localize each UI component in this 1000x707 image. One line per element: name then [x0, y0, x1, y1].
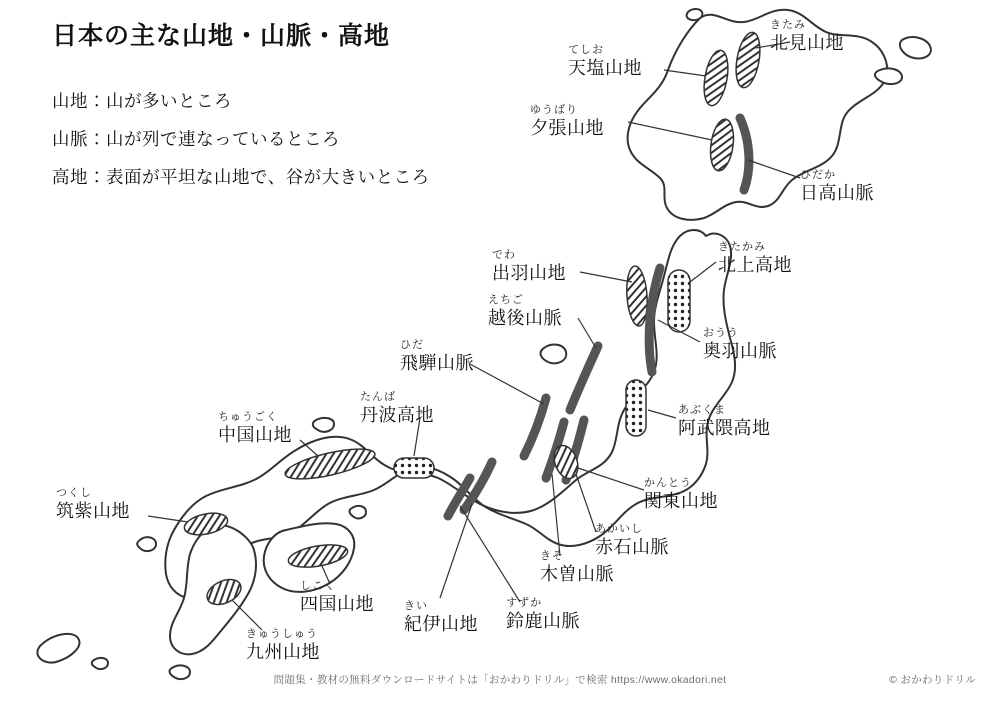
symbol-hida — [524, 398, 546, 456]
hokkaido-islet-2 — [900, 37, 931, 58]
map-label-ruby-shikoku: しこく — [300, 580, 336, 592]
map-label-ruby-kii: きい — [404, 600, 428, 612]
map-label-name-abukuma: 阿武隈高地 — [678, 418, 771, 438]
map-label-ruby-chugoku: ちゅうごく — [218, 411, 278, 423]
legend-line-kochi: 高地：表面が平坦な山地で、谷が大きいところ — [52, 167, 430, 187]
island-tsushima — [137, 537, 156, 551]
map-label-ruby-hidaka: ひだか — [800, 169, 836, 181]
map-label-ou — [703, 328, 777, 360]
map-label-name-echigo: 越後山脈 — [488, 308, 562, 328]
map-label-name-suzuka: 鈴鹿山脈 — [506, 611, 580, 631]
map-label-ruby-kitami: きたみ — [770, 19, 806, 31]
map-label-hidaka — [800, 170, 874, 202]
map-label-name-tsukushi: 筑紫山地 — [56, 501, 130, 521]
symbol-tanba — [394, 458, 434, 478]
map-label-ruby-dewa: でわ — [492, 249, 516, 261]
map-label-name-akaishi: 赤石山脈 — [595, 537, 669, 557]
map-label-ruby-tanba: たんば — [360, 391, 396, 403]
map-label-teshio — [568, 45, 642, 77]
map-label-ruby-kitakami: きたかみ — [718, 241, 766, 253]
map-label-name-kitakami: 北上高地 — [718, 255, 792, 275]
map-label-kanto — [644, 478, 718, 510]
island-sado — [541, 345, 567, 364]
hokkaido-islet-1 — [687, 9, 703, 20]
map-label-tanba — [360, 392, 434, 424]
island-okinawa-1 — [37, 634, 79, 663]
map-outline-group — [37, 9, 930, 679]
map-label-ruby-suzuka: すずか — [506, 597, 543, 609]
map-label-kitami — [770, 20, 844, 52]
map-label-name-kitami: 北見山地 — [770, 33, 844, 53]
map-label-kyushu — [246, 629, 320, 661]
page-title: 日本の主な山地・山脈・高地 — [52, 22, 391, 50]
map-label-abukuma — [678, 405, 771, 437]
map-label-hida — [400, 340, 474, 372]
map-label-ruby-yubari: ゆうばり — [530, 104, 578, 116]
map-label-name-ou: 奥羽山脈 — [703, 341, 777, 361]
map-label-echigo — [488, 295, 562, 327]
map-label-ruby-kanto: かんとう — [644, 477, 692, 489]
symbol-kitakami — [668, 270, 690, 332]
map-label-shikoku — [300, 581, 374, 613]
leader-hida — [470, 364, 544, 404]
symbol-abukuma — [626, 380, 646, 436]
map-label-ruby-akaishi: あかいし — [595, 523, 643, 535]
map-label-name-yubari: 夕張山地 — [530, 118, 604, 138]
map-label-ruby-tsukushi: つくし — [56, 487, 92, 499]
legend-line-sanchi: 山地：山が多いところ — [52, 91, 232, 111]
map-label-name-tanba: 丹波高地 — [360, 405, 434, 425]
map-label-name-kanto: 関東山地 — [644, 491, 718, 511]
map-label-ruby-ou: おうう — [703, 327, 739, 339]
map-label-suzuka — [506, 598, 580, 630]
map-label-yubari — [530, 105, 604, 137]
map-label-name-kyushu: 九州山地 — [246, 642, 320, 662]
map-label-name-teshio: 天塩山地 — [568, 58, 642, 78]
map-label-ruby-hida: ひだ — [400, 339, 424, 351]
map-label-name-chugoku: 中国山地 — [218, 425, 292, 445]
map-label-name-kiso: 木曽山脈 — [540, 564, 614, 584]
symbol-echigo — [570, 346, 598, 410]
map-label-ruby-teshio: てしお — [568, 44, 604, 56]
map-label-kiso — [540, 551, 614, 583]
map-label-ruby-kiso: きそ — [540, 550, 564, 562]
map-label-name-hidaka: 日高山脈 — [800, 183, 874, 203]
legend-line-sanmyaku: 山脈：山が列で連なっているところ — [52, 129, 340, 149]
leader-kyushu — [232, 600, 262, 630]
leader-suzuka — [460, 506, 520, 602]
copyright-note: © おかわりドリル — [889, 674, 976, 686]
map-label-dewa — [492, 250, 566, 282]
footer-note: 問題集・教材の無料ダウンロードサイトは「おかわりドリル」で検索 https://www.okadori.net — [273, 674, 727, 686]
map-label-ruby-kyushu: きゅうしゅう — [246, 628, 318, 640]
island-islet-3 — [92, 658, 108, 669]
map-label-name-hida: 飛騨山脈 — [400, 353, 474, 373]
map-label-name-dewa: 出羽山地 — [492, 263, 566, 283]
island-oki — [313, 418, 334, 432]
map-label-name-kii: 紀伊山地 — [404, 614, 478, 634]
map-label-kii — [404, 601, 478, 633]
map-label-kitakami — [718, 242, 792, 274]
map-label-chugoku — [218, 412, 292, 444]
leader-dewa — [580, 272, 632, 282]
map-label-name-shikoku: 四国山地 — [300, 594, 374, 614]
symbol-dewa — [625, 265, 649, 326]
map-label-ruby-abukuma: あぶくま — [678, 404, 726, 416]
map-label-ruby-echigo: えちご — [488, 294, 524, 306]
leader-echigo — [578, 318, 596, 348]
map-label-tsukushi — [56, 488, 130, 520]
island-awaji — [350, 506, 366, 518]
